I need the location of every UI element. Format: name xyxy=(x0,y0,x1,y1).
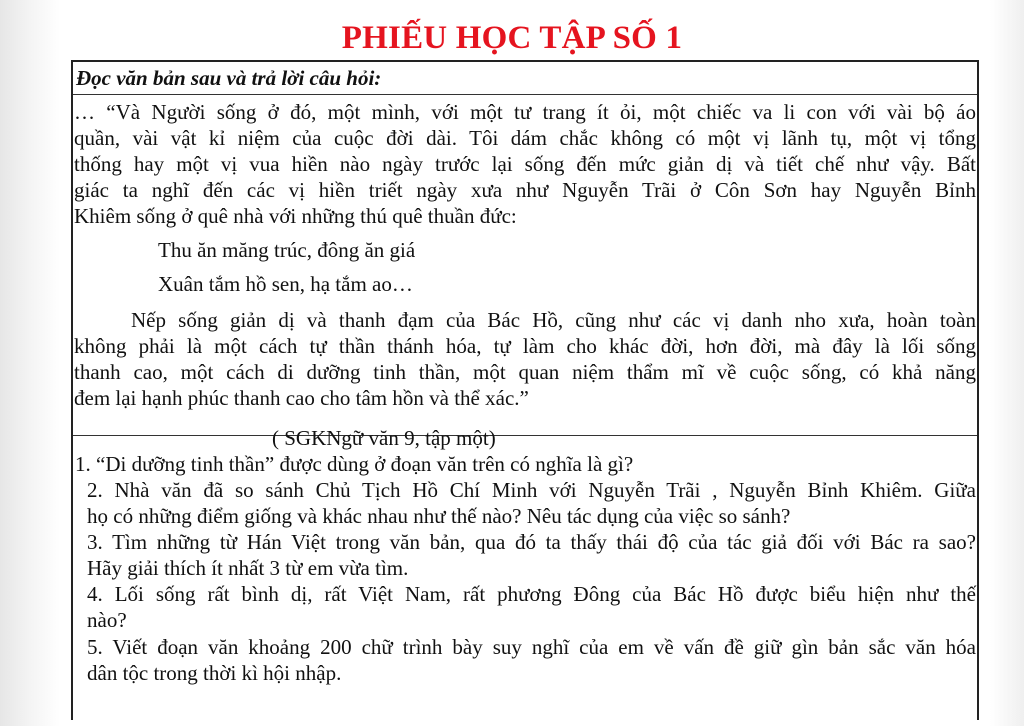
passage-line: không phải là một cách tự thần thánh hóa, tự làm cho khác đời, hơn đời, mà đây là lối sống xyxy=(74,334,976,358)
passage-line: … “Và Người sống ở đó, một mình, với một tư trang ít ỏi, một chiếc va li con với vài bộ áo xyxy=(74,100,976,124)
question-5: 5. Viết đoạn văn khoảng 200 chữ trình bày suy nghĩ của em về vấn đề giữ gìn bản sắc văn hóa xyxy=(87,635,976,659)
question-2-cont: họ có những điểm giống và khác nhau như thế nào? Nêu tác dụng của việc so sánh? xyxy=(87,504,791,528)
passage-line: Khiêm sống ở quê nhà với những thú quê thuần đức: xyxy=(74,204,517,228)
instruction-heading: Đọc văn bản sau và trả lời câu hỏi: xyxy=(76,66,382,90)
passage-line: thanh cao, một cách di dưỡng tinh thần, một quan niệm thẩm mĩ về cuộc sống, có khả năng xyxy=(74,360,976,384)
question-4-cont: nào? xyxy=(87,608,127,632)
instruction-row xyxy=(73,62,977,95)
question-2: 2. Nhà văn đã so sánh Chủ Tịch Hồ Chí Minh với Nguyễn Trãi , Nguyễn Bỉnh Khiêm. Giữa xyxy=(87,478,976,502)
questions-row xyxy=(73,426,977,726)
verse-line: Thu ăn măng trúc, đông ăn giá xyxy=(158,238,416,262)
question-4: 4. Lối sống rất bình dị, rất Việt Nam, rất phương Đông của Bác Hồ được biểu hiện như thế xyxy=(87,582,976,606)
question-3-cont: Hãy giải thích ít nhất 3 từ em vừa tìm. xyxy=(87,556,409,580)
worksheet-title: PHIẾU HỌC TẬP SỐ 1 xyxy=(341,20,683,56)
question-3: 3. Tìm những từ Hán Việt trong văn bản, qua đó ta thấy thái độ của tác giả đối với Bác ra sao? xyxy=(87,530,976,554)
passage-line: Nếp sống giản dị và thanh đạm của Bác Hồ, cũng như các vị danh nho xưa, hoàn toàn xyxy=(131,308,976,332)
question-1: 1. “Di dưỡng tinh thần” được dùng ở đoạn văn trên có nghĩa là gì? xyxy=(75,452,634,476)
source-citation: ( SGKNgữ văn 9, tập một) xyxy=(272,426,496,450)
passage-row xyxy=(73,95,977,436)
passage-line: quần, vài vật kỉ niệm của cuộc đời dài. Tôi dám chắc không có một vị lãnh tụ, một vị tổng xyxy=(74,126,976,150)
passage-line: đem lại hạnh phúc thanh cao cho tâm hồn và thể xác.” xyxy=(74,386,529,410)
passage-line: thống hay một vị vua hiền nào ngày trước lại sống đến mức giản dị và tiết chế như vậy. Bất xyxy=(74,152,976,176)
question-5-cont: dân tộc trong thời kì hội nhập. xyxy=(87,661,342,685)
passage-line: giác ta nghĩ đến các vị hiền triết ngày xưa như Nguyễn Trãi ở Côn Sơn hay Nguyễn Bỉnh xyxy=(74,178,976,202)
worksheet-table xyxy=(71,60,979,720)
verse-line: Xuân tắm hồ sen, hạ tắm ao… xyxy=(158,272,413,296)
